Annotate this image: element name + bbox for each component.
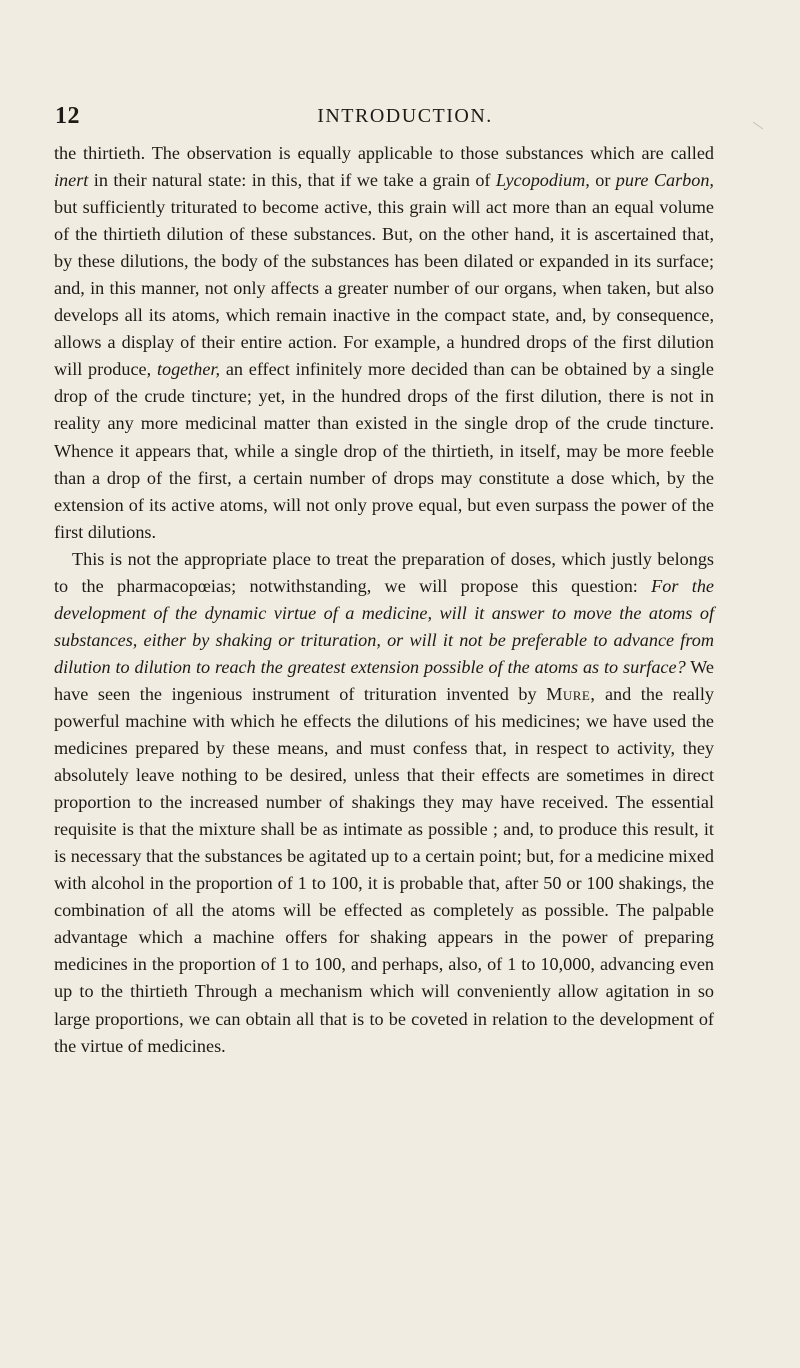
italic-text: inert [54,170,89,191]
text-run: This is not the appropriate place to treat the preparation of doses, which justly belongs to the pharmacopœias; notwithstanding, we will propose this question: [54,548,714,596]
paragraph [54,140,714,546]
text-run: and the really powerful machine with which he effects the dilutions of his medicines; we have used the medicines prepared by these means, and must confess that, in respect to activity, they absolutely leave nothing to be desired, unless that their effects are sometimes in direct proportion to the increased number of shakings they may have received. The essential requisite is that the mixture shall be as intimate as possible ; and, to produce this result, it is necessary that the substances be agitated up to a certain point; but, for a medicine mixed with alcohol in the proportion of 1 to 100, it is probable that, after 50 or 100 shakings, the combination of all the atoms will be effected as completely as possible. The palpable advantage which a machine offers for shaking appears in the power of preparing medicines in the proportion of 1 to 100, and perhaps, also, of 1 to 10,000, advancing even up to the thirtieth Through a mechanism which will conveniently allow agitation in so large proportions, we can obtain all that is to be coveted in relation to the development of the virtue of medicines. [54,683,714,1056]
text-run: or [589,170,616,191]
small-caps-name: Mure, [546,683,596,704]
running-head: INTRODUCTION. [317,105,493,127]
text-run: We have seen the ingenious instrument of trituration invented by [54,656,714,704]
text-run: but sufficiently triturated to become active, this grain will act more than an equal volume of the thirtieth dilution of these substances. But, on the other hand, it is ascertained that, by these dilutions, the body of the substances has been dilated or expanded in its surface; and, in this manner, not only affects a greater number of our organs, when taken, but also develops all its atoms, which remain inactive in the compact state, and, by consequence, allows a display of their entire action. For example, a hundred drops of the first dilution will produce, [54,197,714,380]
italic-text: Lycopodium, [495,170,590,191]
scan-mark [753,122,763,130]
italic-text: together, [156,359,221,380]
text-run: in their natural state: in this, that if we take a grain of [88,170,496,191]
text-run: an effect infinitely more decided than can be obtained by a single drop of the crude tincture; yet, in the hundred drops of the first dilution, there is not in reality any more medicinal matter than existed in the single drop of the crude tincture. Whence it appears that, while a single drop of the thirtieth, in itself, may be more feeble than a drop of the first, a certain number of drops may constitute a dose which, by the extension of its active atoms, will not only prove equal, but even surpass the power of the first dilutions. [54,359,714,542]
page-number: 12 [55,103,80,129]
text-run: the thirtieth. The observation is equally applicable to those substances which are called [54,143,714,163]
body-text [54,140,714,1060]
page-header [55,103,715,135]
paragraph [54,546,714,1060]
italic-text: For the development of the dynamic virtue of a medicine, will it answer to move the atoms of substances, either by shaking or trituration, or will it not be preferable to advance from dilution to dilution to reach the greatest extension possible of the atoms as to surface? [54,575,714,677]
italic-text: pure Carbon, [615,170,714,191]
